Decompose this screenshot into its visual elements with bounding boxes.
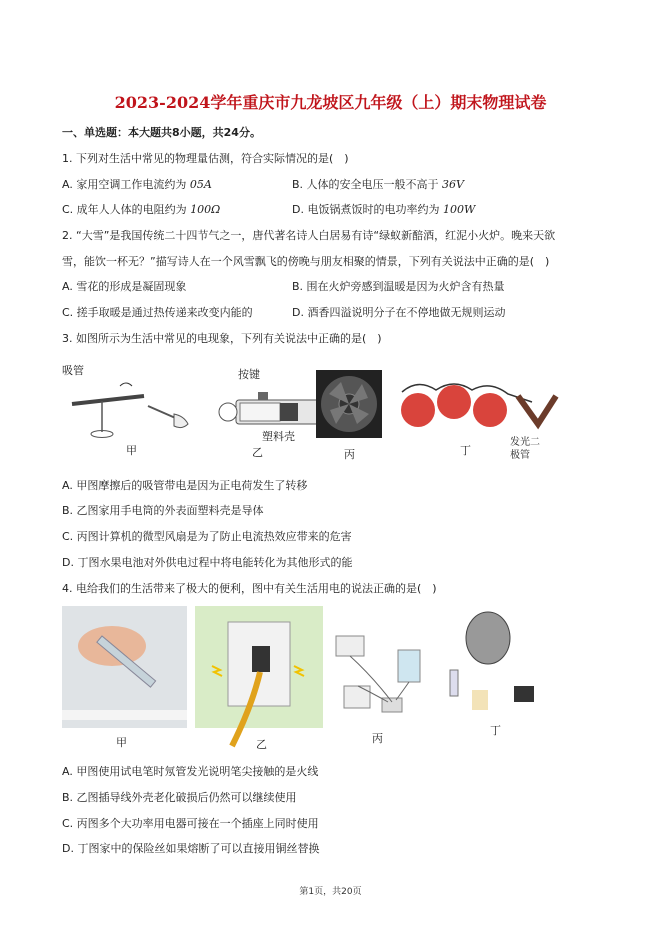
label-led: 发光二极管 bbox=[510, 437, 540, 461]
q3-stem: 3. 如图所示为生活中常见的电现象，下列有关说法中正确的是( ) bbox=[62, 332, 382, 345]
q2-option-a: A. 雪花的形成是凝固现象 bbox=[62, 280, 187, 293]
battery-cap bbox=[280, 403, 298, 421]
page-title: 2023-2024学年重庆市九龙坡区九年级（上）期末物理试卷 bbox=[114, 93, 547, 112]
appliance-1 bbox=[336, 636, 364, 656]
label-shell: 塑料壳 bbox=[262, 430, 295, 443]
rotation-arrow bbox=[120, 383, 132, 386]
label-ding: 丁 bbox=[490, 724, 501, 737]
fruit-1 bbox=[401, 393, 435, 427]
label-button: 按键 bbox=[238, 368, 260, 381]
button-shape bbox=[258, 392, 268, 400]
fruit-3 bbox=[473, 393, 507, 427]
q1-option-b: B. 人体的安全电压一般不高于 36V bbox=[292, 178, 464, 191]
q3-option-d: D. 丁图水果电池对外供电过程中将电能转化为其他形式的能 bbox=[62, 556, 353, 569]
plug-shape bbox=[252, 646, 270, 672]
label-jia: 甲 bbox=[126, 444, 137, 457]
q2-option-c: C. 搓手取暖是通过热传递来改变内能的 bbox=[62, 306, 253, 319]
q4-stem: 4. 电给我们的生活带来了极大的便利，图中有关生活用电的说法正确的是( ) bbox=[62, 582, 437, 595]
label-yi: 乙 bbox=[252, 446, 263, 459]
socket-strip bbox=[62, 710, 187, 720]
label-bing: 丙 bbox=[344, 448, 355, 461]
q4-figure-drawing bbox=[62, 606, 562, 751]
label-yi: 乙 bbox=[256, 738, 267, 751]
fuse-block bbox=[514, 686, 534, 702]
led-strip bbox=[518, 396, 556, 424]
q3-option-c: C. 丙图计算机的微型风扇是为了防止电流热效应带来的危害 bbox=[62, 530, 352, 543]
q2-option-d: D. 酒香四溢说明分子在不停地做无规则运动 bbox=[292, 306, 506, 319]
q4-option-b: B. 乙图插导线外壳老化破损后仍然可以继续使用 bbox=[62, 791, 297, 804]
q2-stem-line2: 雪，能饮一杯无？”描写诗人在一个风雪飘飞的傍晚与朋友相聚的情景，下列有关说法中正确的是( ) bbox=[62, 255, 550, 268]
appliance-2 bbox=[398, 650, 420, 682]
q1-option-c: C. 成年人人体的电阻约为 100Ω bbox=[62, 203, 221, 216]
q4-option-a: A. 甲图使用试电笔时氖管发光说明笔尖接触的是火线 bbox=[62, 765, 319, 778]
label-bing: 丙 bbox=[372, 732, 383, 745]
section-header: 一、单选题：本大题共8小题，共24分。 bbox=[62, 126, 261, 139]
fruit-2 bbox=[437, 385, 471, 419]
label-jia: 甲 bbox=[116, 736, 127, 749]
label-ding: 丁 bbox=[460, 444, 471, 457]
fuse-shape bbox=[450, 670, 458, 696]
q1-option-a: A. 家用空调工作电流约为 05A bbox=[62, 178, 212, 191]
bulb-shape bbox=[219, 403, 237, 421]
q1-option-d: D. 电饭锅煮饭时的电功率约为 100W bbox=[292, 203, 476, 216]
battery-shape bbox=[240, 403, 280, 421]
q3-option-b: B. 乙图家用手电筒的外表面塑料壳是导体 bbox=[62, 504, 264, 517]
label-straw: 吸管 bbox=[62, 364, 84, 377]
q4-option-d: D. 丁图家中的保险丝如果熔断了可以直接用铜丝替换 bbox=[62, 842, 320, 855]
q3-option-a: A. 甲图摩擦后的吸管带电是因为正电荷发生了转移 bbox=[62, 479, 308, 492]
q2-stem-line1: 2. “大雪”是我国传统二十四节气之一，唐代著名诗人白居易有诗“绿蚁新醅酒，红泥小火炉。晚来天欲 bbox=[62, 229, 556, 242]
q4-figure bbox=[62, 606, 562, 751]
appliance-3 bbox=[344, 686, 370, 708]
straw-shape bbox=[72, 396, 144, 404]
q4-option-c: C. 丙图多个大功率用电器可接在一个插座上同时使用 bbox=[62, 817, 319, 830]
wire-spool bbox=[466, 612, 510, 664]
hand-shape bbox=[174, 414, 188, 428]
q3-figure bbox=[62, 362, 602, 468]
fuse-holder bbox=[472, 690, 488, 710]
q1-stem: 1. 下列对生活中常见的物理量估测，符合实际情况的是( ) bbox=[62, 152, 349, 165]
panel-jia bbox=[62, 606, 187, 728]
page-footer: 第1页，共20页 bbox=[299, 887, 362, 897]
q2-option-b: B. 围在火炉旁感到温暖是因为火炉含有热量 bbox=[292, 280, 505, 293]
